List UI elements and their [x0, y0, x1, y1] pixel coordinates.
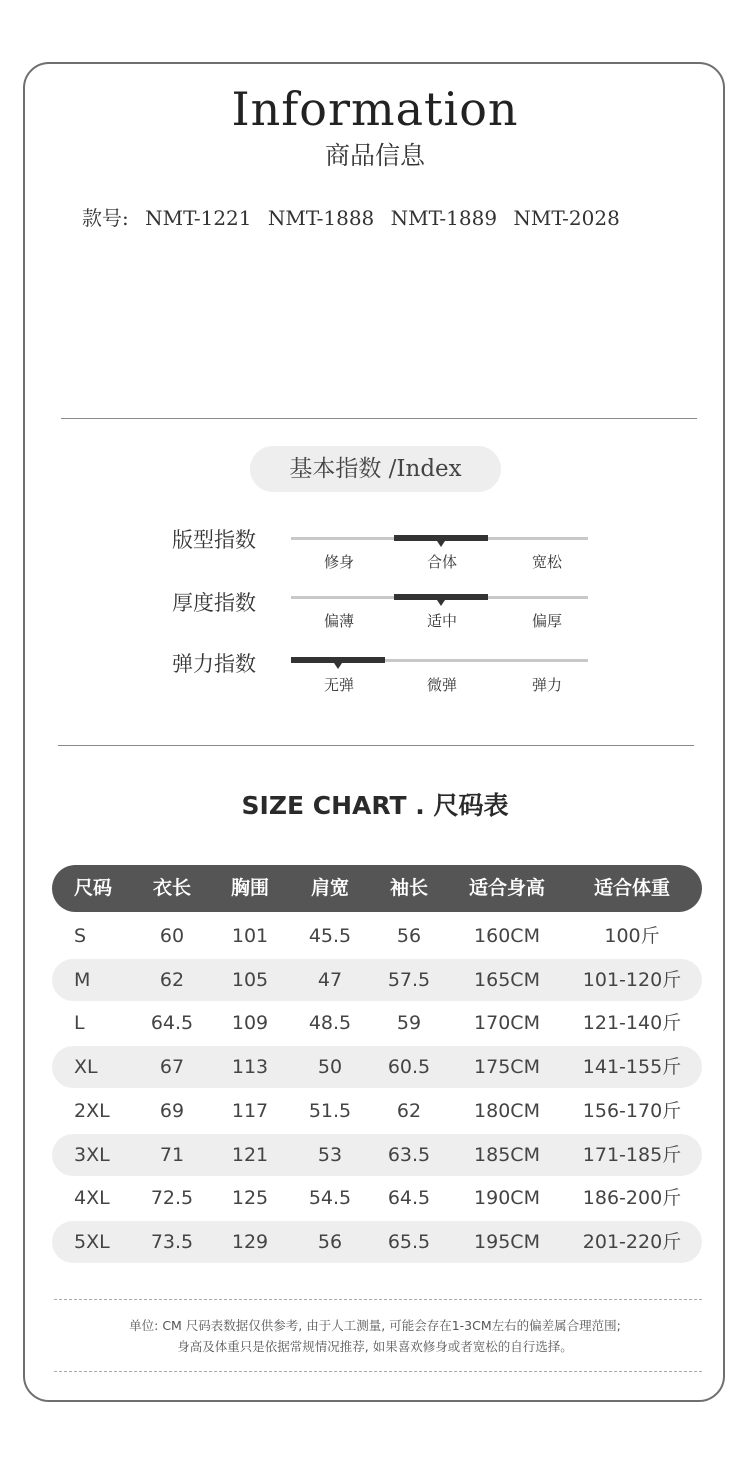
dashed-divider	[54, 1371, 702, 1372]
cell-shoulder: 47	[317, 968, 343, 991]
fit-option: 修身	[323, 553, 354, 571]
cell-weight: 156-170斤	[582, 1099, 682, 1122]
cell-weight: 171-185斤	[582, 1143, 682, 1166]
cell-height: 160CM	[474, 925, 540, 947]
header-size: 尺码	[74, 877, 113, 899]
note-line-2: 身高及体重只是依据常规情况推荐, 如果喜欢修身或者宽松的自行选择。	[177, 1339, 573, 1354]
model-number: NMT-1221	[145, 206, 252, 230]
model-label: 款号:	[82, 206, 129, 230]
cell-shoulder: 48.5	[308, 1012, 352, 1035]
elasticity-index-label: 弹力指数	[172, 652, 256, 676]
cell-shoulder: 51.5	[308, 1099, 352, 1122]
cell-size: M	[74, 968, 91, 991]
cell-chest: 105	[231, 968, 269, 991]
cell-sleeve: 59	[396, 1012, 422, 1035]
table-row	[52, 1134, 702, 1176]
cell-chest: 125	[231, 1187, 269, 1210]
model-number: NMT-2028	[513, 206, 620, 230]
cell-length: 73.5	[150, 1230, 194, 1253]
cell-size: XL	[74, 1056, 98, 1079]
cell-size: 2XL	[74, 1099, 110, 1122]
thickness-index-marker	[437, 600, 445, 606]
cell-chest: 121	[231, 1143, 269, 1166]
cell-sleeve: 64.5	[387, 1187, 431, 1210]
cell-length: 69	[159, 1099, 185, 1122]
cell-weight: 186-200斤	[582, 1187, 682, 1210]
fit-index-track	[291, 537, 588, 540]
cell-shoulder: 53	[317, 1143, 343, 1166]
note-line-1: 单位: CM 尺码表数据仅供参考, 由于人工测量, 可能会存在1-3CM左右的偏差属合理范围;	[129, 1318, 621, 1333]
divider	[58, 745, 694, 746]
header-shoulder: 肩宽	[310, 877, 349, 899]
header-sleeve: 袖长	[389, 877, 428, 899]
cell-chest: 101	[231, 925, 269, 947]
cell-length: 71	[159, 1143, 185, 1166]
cell-height: 190CM	[474, 1187, 540, 1210]
cell-weight: 121-140斤	[582, 1012, 682, 1035]
cell-chest: 129	[231, 1230, 269, 1253]
table-row	[52, 1221, 702, 1263]
header-length: 衣长	[152, 877, 191, 899]
fit-option: 宽松	[531, 553, 562, 571]
cell-size: 3XL	[74, 1143, 110, 1166]
elasticity-option: 弹力	[531, 676, 562, 694]
fit-index-marker	[437, 541, 445, 547]
elasticity-option: 无弹	[323, 676, 354, 694]
size-table-header	[52, 865, 702, 912]
thickness-index-label: 厚度指数	[172, 591, 256, 615]
header-height: 适合身高	[468, 877, 545, 899]
cell-sleeve: 62	[396, 1099, 422, 1122]
cell-weight: 141-155斤	[582, 1056, 682, 1079]
cell-size: 5XL	[74, 1230, 110, 1253]
cell-size: 4XL	[74, 1187, 110, 1210]
header-chest: 胸围	[230, 877, 269, 899]
cell-size: L	[74, 1012, 85, 1035]
model-number: NMT-1888	[267, 206, 375, 230]
table-row	[52, 1046, 702, 1088]
cell-length: 60	[159, 925, 185, 947]
fit-index-label: 版型指数	[172, 528, 256, 552]
elasticity-index-marker	[334, 663, 342, 669]
model-numbers	[82, 202, 620, 231]
cell-chest: 113	[231, 1056, 269, 1079]
size-chart-title: SIZE CHART . 尺码表	[241, 791, 509, 820]
cell-shoulder: 45.5	[308, 925, 352, 947]
table-row	[52, 1090, 702, 1132]
table-row	[52, 1002, 702, 1044]
table-row	[52, 959, 702, 1001]
cell-height: 185CM	[474, 1143, 540, 1166]
cell-chest: 109	[231, 1012, 269, 1035]
cell-shoulder: 50	[317, 1056, 343, 1079]
header-weight: 适合体重	[593, 877, 670, 899]
cell-length: 62	[159, 968, 185, 991]
cell-weight: 100斤	[604, 925, 660, 947]
cell-shoulder: 56	[317, 1230, 343, 1253]
index-heading: 基本指数 /Index	[250, 446, 501, 492]
cell-height: 195CM	[474, 1230, 540, 1253]
thickness-option: 偏薄	[323, 612, 354, 630]
elasticity-option: 微弹	[426, 676, 457, 694]
thickness-option: 适中	[426, 612, 457, 630]
cell-size: S	[74, 925, 87, 947]
cell-height: 175CM	[474, 1056, 540, 1079]
cell-length: 64.5	[150, 1012, 194, 1035]
dashed-divider	[54, 1299, 702, 1300]
cell-weight: 201-220斤	[582, 1230, 682, 1253]
cell-sleeve: 60.5	[387, 1056, 431, 1079]
cell-length: 72.5	[150, 1187, 194, 1210]
table-row	[52, 915, 702, 957]
title-english: Information	[231, 82, 519, 136]
fit-option: 合体	[426, 553, 457, 571]
cell-sleeve: 65.5	[387, 1230, 431, 1253]
cell-sleeve: 57.5	[387, 968, 431, 991]
divider	[61, 418, 697, 419]
title-chinese: 商品信息	[324, 141, 425, 170]
elasticity-index-track	[291, 659, 588, 662]
model-number: NMT-1889	[390, 206, 498, 230]
cell-height: 180CM	[474, 1099, 540, 1122]
cell-shoulder: 54.5	[308, 1187, 352, 1210]
cell-chest: 117	[231, 1099, 269, 1122]
table-row	[52, 1177, 702, 1219]
thickness-index-track	[291, 596, 588, 599]
cell-height: 165CM	[474, 968, 540, 991]
cell-sleeve: 56	[396, 925, 422, 947]
cell-length: 67	[159, 1056, 185, 1079]
cell-sleeve: 63.5	[387, 1143, 431, 1166]
thickness-option: 偏厚	[531, 612, 562, 630]
cell-weight: 101-120斤	[582, 968, 682, 991]
cell-height: 170CM	[474, 1012, 540, 1035]
